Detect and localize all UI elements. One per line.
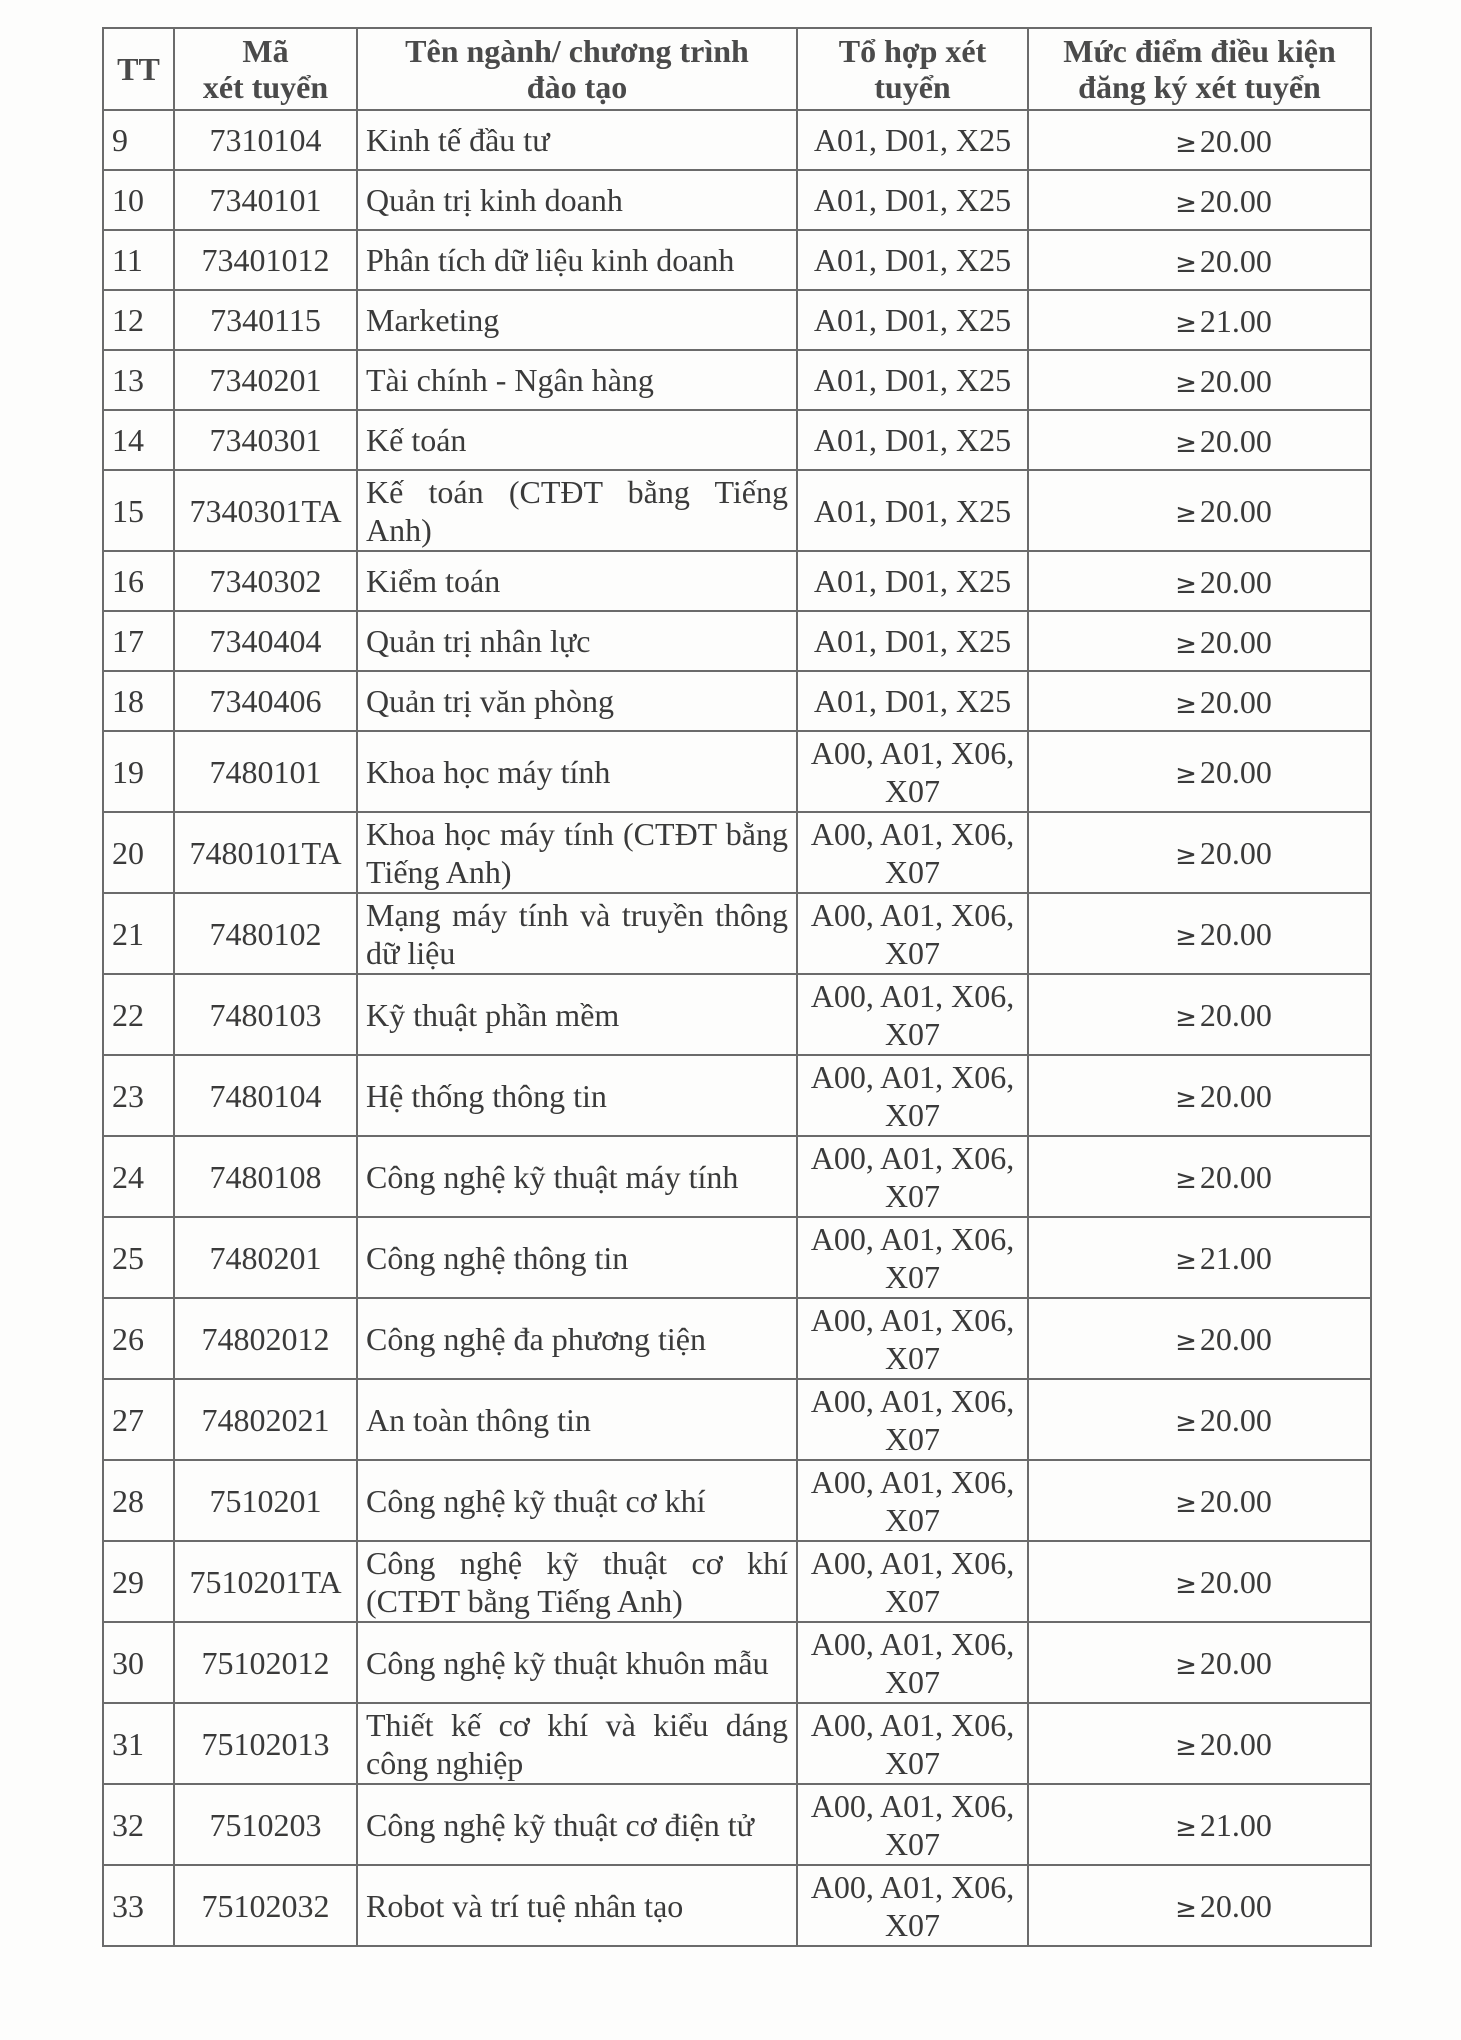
row-tt: 16 [103,551,174,611]
row-ma-xet-tuyen: 75102012 [174,1622,357,1703]
row-ten-nganh: Công nghệ đa phương tiện [357,1298,797,1379]
row-ma-xet-tuyen: 7340301 [174,410,357,470]
table-row [103,110,1371,170]
score-value: 20.00 [1199,1888,1272,1924]
row-ma-xet-tuyen: 7510201 [174,1460,357,1541]
row-tt: 21 [103,893,174,974]
row-muc-diem [1028,1541,1371,1622]
row-tt: 15 [103,470,174,551]
row-ma-xet-tuyen: 74802012 [174,1298,357,1379]
row-muc-diem [1028,1217,1371,1298]
row-ma-xet-tuyen: 7310104 [174,110,357,170]
table-row [103,551,1371,611]
score-value: 20.00 [1199,1321,1272,1357]
table-row [103,470,1371,551]
row-ten-nganh: Mạng máy tính và truyền thông dữ liệu [357,893,797,974]
row-to-hop: A01, D01, X25 [797,470,1028,551]
score-value: 20.00 [1199,242,1272,279]
row-muc-diem [1028,1703,1371,1784]
score-value: 20.00 [1199,493,1272,529]
score-value: 20.00 [1199,1483,1272,1519]
table-row [103,1217,1371,1298]
row-muc-diem [1028,1136,1371,1217]
row-ma-xet-tuyen: 7510201TA [174,1541,357,1622]
table-row [103,170,1371,230]
table-row [103,290,1371,350]
row-ten-nganh: Kỹ thuật phần mềm [357,974,797,1055]
row-ten-nganh: Quản trị văn phòng [357,671,797,731]
row-tt: 23 [103,1055,174,1136]
table-row [103,1541,1371,1622]
row-ten-nganh: Kế toán (CTĐT bằng Tiếng Anh) [357,470,797,551]
score-value: 20.00 [1199,1645,1272,1681]
greater-equal-symbol: ≥ [1175,368,1197,399]
row-to-hop: A00, A01, X06, X07 [797,1541,1028,1622]
row-muc-diem [1028,290,1371,350]
row-ma-xet-tuyen: 7480103 [174,974,357,1055]
table-row [103,893,1371,974]
greater-equal-symbol: ≥ [1175,1165,1197,1195]
row-muc-diem [1028,611,1371,671]
table-row [103,671,1371,731]
greater-equal-symbol: ≥ [1175,499,1197,529]
row-muc-diem [1028,350,1371,410]
greater-equal-symbol: ≥ [1175,1570,1197,1600]
row-to-hop: A01, D01, X25 [797,671,1028,731]
admission-table [102,27,1372,1947]
row-to-hop: A00, A01, X06, X07 [797,1784,1028,1865]
row-tt: 10 [103,170,174,230]
row-to-hop: A00, A01, X06, X07 [797,1217,1028,1298]
score-value: 20.00 [1199,1159,1272,1195]
row-muc-diem [1028,974,1371,1055]
row-tt: 33 [103,1865,174,1946]
row-ma-xet-tuyen: 7480102 [174,893,357,974]
row-muc-diem [1028,893,1371,974]
row-muc-diem [1028,812,1371,893]
row-tt: 28 [103,1460,174,1541]
row-to-hop: A00, A01, X06, X07 [797,1298,1028,1379]
row-ma-xet-tuyen: 7340115 [174,290,357,350]
greater-equal-symbol: ≥ [1175,629,1197,660]
row-to-hop: A00, A01, X06, X07 [797,1622,1028,1703]
table-body [103,110,1371,1946]
score-value: 21.00 [1199,1240,1272,1276]
row-ten-nganh: Hệ thống thông tin [357,1055,797,1136]
table-row [103,611,1371,671]
row-ten-nganh: Tài chính - Ngân hàng [357,350,797,410]
score-value: 20.00 [1199,835,1272,871]
row-to-hop: A01, D01, X25 [797,230,1028,290]
row-ma-xet-tuyen: 7480201 [174,1217,357,1298]
greater-equal-symbol: ≥ [1175,841,1197,871]
row-to-hop: A01, D01, X25 [797,350,1028,410]
row-ten-nganh: Kinh tế đầu tư [357,110,797,170]
table-row [103,812,1371,893]
row-muc-diem [1028,410,1371,470]
header-ten-nganh: Tên ngành/ chương trình đào tạo [357,28,797,110]
row-muc-diem [1028,671,1371,731]
row-tt: 18 [103,671,174,731]
row-ma-xet-tuyen: 7340404 [174,611,357,671]
score-value: 21.00 [1199,302,1272,339]
row-ma-xet-tuyen: 7480108 [174,1136,357,1217]
score-value: 20.00 [1199,997,1272,1033]
row-to-hop: A01, D01, X25 [797,290,1028,350]
row-tt: 32 [103,1784,174,1865]
row-ma-xet-tuyen: 7340406 [174,671,357,731]
greater-equal-symbol: ≥ [1175,569,1197,600]
row-tt: 13 [103,350,174,410]
row-to-hop: A00, A01, X06, X07 [797,731,1028,812]
score-value: 21.00 [1199,1807,1272,1843]
row-ma-xet-tuyen: 75102013 [174,1703,357,1784]
score-value: 20.00 [1199,623,1272,660]
table-row [103,1865,1371,1946]
row-ma-xet-tuyen: 7510203 [174,1784,357,1865]
table-row [103,1460,1371,1541]
table-row [103,974,1371,1055]
table-header-row [103,28,1371,110]
header-to-hop: Tổ hợp xét tuyển [797,28,1028,110]
row-ten-nganh: An toàn thông tin [357,1379,797,1460]
row-to-hop: A01, D01, X25 [797,110,1028,170]
row-to-hop: A01, D01, X25 [797,170,1028,230]
row-muc-diem [1028,1784,1371,1865]
row-ma-xet-tuyen: 7340201 [174,350,357,410]
row-to-hop: A01, D01, X25 [797,551,1028,611]
row-tt: 25 [103,1217,174,1298]
row-ten-nganh: Marketing [357,290,797,350]
row-muc-diem [1028,170,1371,230]
row-ma-xet-tuyen: 7480104 [174,1055,357,1136]
row-tt: 29 [103,1541,174,1622]
row-tt: 22 [103,974,174,1055]
row-tt: 27 [103,1379,174,1460]
row-tt: 12 [103,290,174,350]
row-muc-diem [1028,1865,1371,1946]
greater-equal-symbol: ≥ [1175,128,1197,159]
row-to-hop: A00, A01, X06, X07 [797,1136,1028,1217]
score-value: 20.00 [1199,1078,1272,1114]
table-row [103,1298,1371,1379]
row-ma-xet-tuyen: 74802021 [174,1379,357,1460]
row-to-hop: A00, A01, X06, X07 [797,974,1028,1055]
table-row [103,1379,1371,1460]
row-muc-diem [1028,470,1371,551]
greater-equal-symbol: ≥ [1175,308,1197,339]
row-ma-xet-tuyen: 7340101 [174,170,357,230]
greater-equal-symbol: ≥ [1175,1813,1197,1843]
row-muc-diem [1028,1622,1371,1703]
row-ma-xet-tuyen: 7340302 [174,551,357,611]
row-tt: 9 [103,110,174,170]
row-to-hop: A01, D01, X25 [797,611,1028,671]
header-tt: TT [103,28,174,110]
row-tt: 14 [103,410,174,470]
score-value: 20.00 [1199,1402,1272,1438]
row-ten-nganh: Khoa học máy tính [357,731,797,812]
row-tt: 31 [103,1703,174,1784]
row-ma-xet-tuyen: 7480101 [174,731,357,812]
row-ten-nganh: Công nghệ kỹ thuật cơ khí [357,1460,797,1541]
row-tt: 26 [103,1298,174,1379]
table-row [103,230,1371,290]
row-tt: 30 [103,1622,174,1703]
table-row [103,1622,1371,1703]
row-to-hop: A00, A01, X06, X07 [797,1055,1028,1136]
row-ten-nganh: Công nghệ kỹ thuật cơ điện tử [357,1784,797,1865]
row-ma-xet-tuyen: 7480101TA [174,812,357,893]
greater-equal-symbol: ≥ [1175,248,1197,279]
row-ten-nganh: Phân tích dữ liệu kinh doanh [357,230,797,290]
table-row [103,731,1371,812]
row-ma-xet-tuyen: 7340301TA [174,470,357,551]
row-muc-diem [1028,551,1371,611]
greater-equal-symbol: ≥ [1175,1894,1197,1924]
row-muc-diem [1028,1460,1371,1541]
score-value: 20.00 [1199,563,1272,600]
row-to-hop: A00, A01, X06, X07 [797,1379,1028,1460]
row-to-hop: A00, A01, X06, X07 [797,1865,1028,1946]
greater-equal-symbol: ≥ [1175,1003,1197,1033]
score-value: 20.00 [1199,1564,1272,1600]
row-ma-xet-tuyen: 75102032 [174,1865,357,1946]
greater-equal-symbol: ≥ [1175,760,1197,790]
row-to-hop: A00, A01, X06, X07 [797,1460,1028,1541]
greater-equal-symbol: ≥ [1175,428,1197,459]
row-ten-nganh: Công nghệ kỹ thuật cơ khí (CTĐT bằng Tiếng Anh) [357,1541,797,1622]
greater-equal-symbol: ≥ [1175,1327,1197,1357]
row-tt: 17 [103,611,174,671]
score-value: 20.00 [1199,754,1272,790]
row-ten-nganh: Thiết kế cơ khí và kiểu dáng công nghiệp [357,1703,797,1784]
score-value: 20.00 [1199,683,1272,720]
greater-equal-symbol: ≥ [1175,188,1197,219]
row-to-hop: A00, A01, X06, X07 [797,893,1028,974]
row-ma-xet-tuyen: 73401012 [174,230,357,290]
header-muc-diem: Mức điểm điều kiện đăng ký xét tuyển [1028,28,1371,110]
row-muc-diem [1028,1379,1371,1460]
row-to-hop: A01, D01, X25 [797,410,1028,470]
row-ten-nganh: Robot và trí tuệ nhân tạo [357,1865,797,1946]
row-muc-diem [1028,1055,1371,1136]
greater-equal-symbol: ≥ [1175,1246,1197,1276]
row-tt: 11 [103,230,174,290]
score-value: 20.00 [1199,122,1272,159]
row-ten-nganh: Khoa học máy tính (CTĐT bằng Tiếng Anh) [357,812,797,893]
row-ten-nganh: Công nghệ kỹ thuật máy tính [357,1136,797,1217]
row-ten-nganh: Quản trị kinh doanh [357,170,797,230]
table-row [103,1703,1371,1784]
table-row [103,410,1371,470]
score-value: 20.00 [1199,182,1272,219]
row-ten-nganh: Kế toán [357,410,797,470]
table-row [103,1055,1371,1136]
row-ten-nganh: Kiểm toán [357,551,797,611]
greater-equal-symbol: ≥ [1175,1084,1197,1114]
greater-equal-symbol: ≥ [1175,1732,1197,1762]
score-value: 20.00 [1199,916,1272,952]
row-to-hop: A00, A01, X06, X07 [797,1703,1028,1784]
greater-equal-symbol: ≥ [1175,689,1197,720]
row-tt: 24 [103,1136,174,1217]
score-value: 20.00 [1199,362,1272,399]
table-row [103,1784,1371,1865]
row-muc-diem [1028,1298,1371,1379]
table-row [103,1136,1371,1217]
row-ten-nganh: Công nghệ kỹ thuật khuôn mẫu [357,1622,797,1703]
row-tt: 20 [103,812,174,893]
greater-equal-symbol: ≥ [1175,1489,1197,1519]
row-muc-diem [1028,230,1371,290]
row-tt: 19 [103,731,174,812]
table-row [103,350,1371,410]
row-to-hop: A00, A01, X06, X07 [797,812,1028,893]
score-value: 20.00 [1199,1726,1272,1762]
row-ten-nganh: Công nghệ thông tin [357,1217,797,1298]
greater-equal-symbol: ≥ [1175,1651,1197,1681]
row-muc-diem [1028,731,1371,812]
row-muc-diem [1028,110,1371,170]
header-ma-xet-tuyen: Mã xét tuyển [174,28,357,110]
greater-equal-symbol: ≥ [1175,922,1197,952]
row-ten-nganh: Quản trị nhân lực [357,611,797,671]
greater-equal-symbol: ≥ [1175,1408,1197,1438]
score-value: 20.00 [1199,422,1272,459]
